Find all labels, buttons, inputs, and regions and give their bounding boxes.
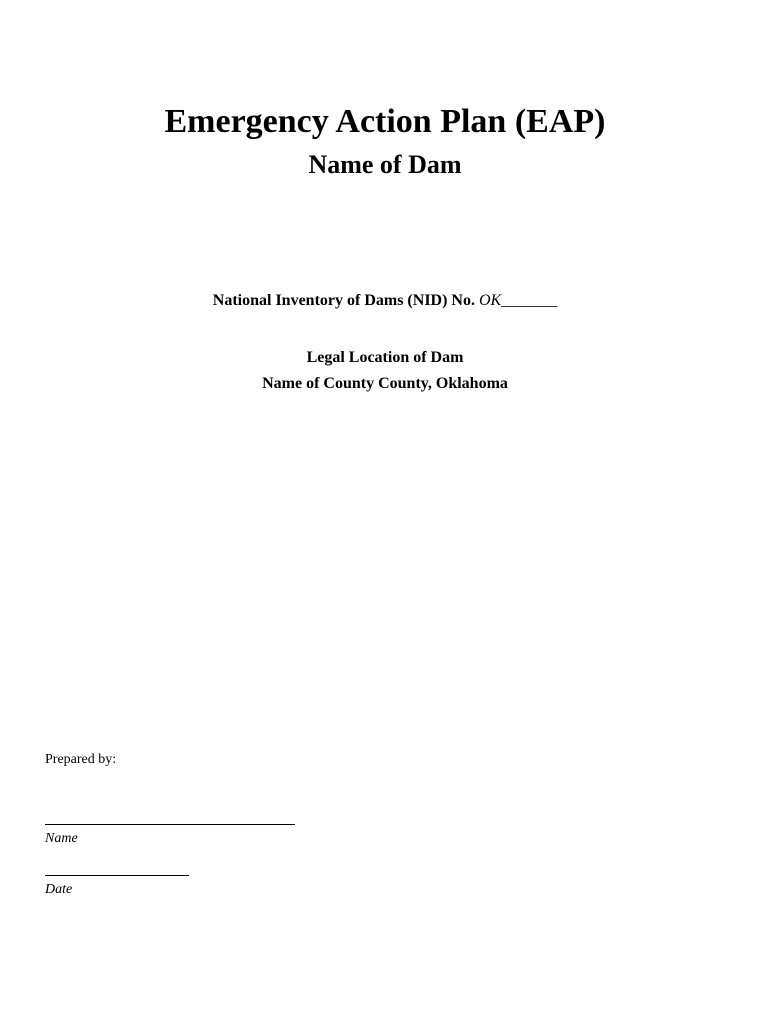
nid-label: National Inventory of Dams (NID) No.: [212, 292, 475, 309]
county-line: Name of County County, Oklahoma: [262, 375, 508, 392]
nid-blank: _______: [501, 292, 558, 309]
date-label: Date: [45, 882, 73, 897]
legal-location-line: Legal Location of Dam: [306, 349, 464, 366]
dam-name-heading: Name of Dam: [308, 150, 462, 179]
nid-number-line: [0, 291, 770, 311]
name-signature-line: [45, 824, 295, 825]
name-label: Name: [45, 831, 78, 846]
document-title: Emergency Action Plan (EAP): [164, 103, 606, 140]
prepared-by-label: Prepared by:: [45, 752, 117, 767]
date-signature-line: [45, 875, 189, 876]
nid-prefix: OK: [478, 292, 502, 309]
